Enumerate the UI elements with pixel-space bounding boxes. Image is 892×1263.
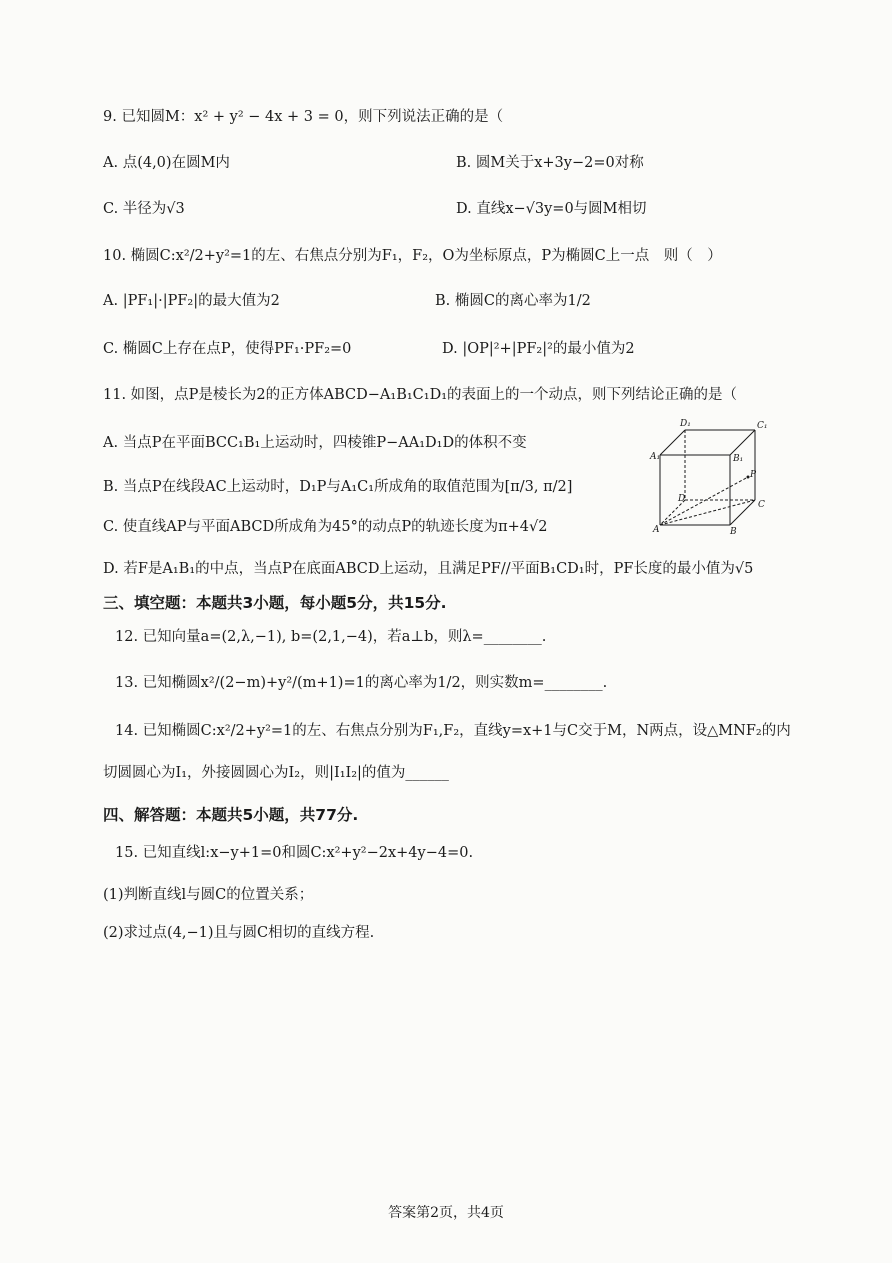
cube-label-b1: B₁ <box>733 454 744 464</box>
q11-option-a: A. 当点P在平面BCC₁B₁上运动时，四棱锥P−AA₁D₁D的体积不变 <box>103 435 527 451</box>
q11-stem: 11. 如图，点P是棱长为2的正方体ABCD−A₁B₁C₁D₁的表面上的一个动点，则下列结论正确的是（ <box>103 387 738 403</box>
section-fill-in-heading: 三、填空题：本题共3小题，每小题5分，共15分. <box>103 594 447 612</box>
q11-option-b: B. 当点P在线段AC上运动时，D₁P与A₁C₁所成角的取值范围为[π/3, π/2] <box>103 479 573 495</box>
q11-option-d: D. 若F是A₁B₁的中点，当点P在底面ABCD上运动，且满足PF//平面B₁CD₁时，PF长度的最小值为√5 <box>103 561 754 577</box>
q9-option-b: B. 圆M关于x+3y−2=0对称 <box>456 155 644 171</box>
q13-stem: 13. 已知椭圆x²/(2−m)+y²/(m+1)=1的离心率为1/2，则实数m=________. <box>115 675 608 691</box>
q10-option-d: D. |OP|²+|PF₂|²的最小值为2 <box>442 341 635 357</box>
cube-label-a1: A₁ <box>650 452 661 462</box>
q9-stem: 9. 已知圆M：x² + y² − 4x + 3 = 0，则下列说法正确的是（ <box>103 109 504 125</box>
q15-part2: (2)求过点(4,−1)且与圆C相切的直线方程. <box>103 925 375 941</box>
q14-line1: 14. 已知椭圆C:x²/2+y²=1的左、右焦点分别为F₁,F₂，直线y=x+1与C交于M，N两点，设△MNF₂的内 <box>115 723 791 739</box>
q10-option-b: B. 椭圆C的离心率为1/2 <box>435 293 591 309</box>
cube-label-b: B <box>730 527 737 535</box>
cube-label-d: D <box>678 494 686 504</box>
cube-label-c1: C₁ <box>757 421 768 431</box>
page-footer: 答案第2页，共4页 <box>388 1205 504 1221</box>
cube-label-p: P <box>750 470 757 480</box>
cube-label-c: C <box>758 500 765 510</box>
q9-option-d: D. 直线x−√3y=0与圆M相切 <box>456 201 647 217</box>
q10-stem: 10. 椭圆C:x²/2+y²=1的左、右焦点分别为F₁，F₂，O为坐标原点，P为椭圆C上一点 则（ ） <box>103 248 722 264</box>
q10-option-c: C. 椭圆C上存在点P，使得PF₁·PF₂=0 <box>103 341 352 357</box>
q11-option-c: C. 使直线AP与平面ABCD所成角为45°的动点P的轨迹长度为π+4√2 <box>103 519 548 535</box>
q15-stem: 15. 已知直线l:x−y+1=0和圆C:x²+y²−2x+4y−4=0. <box>115 845 474 861</box>
q12-stem: 12. 已知向量a=(2,λ,−1), b=(2,1,−4)，若a⊥b，则λ=________. <box>115 629 547 645</box>
q9-option-c: C. 半径为√3 <box>103 201 185 217</box>
section-answer-heading: 四、解答题：本题共5小题，共77分. <box>103 806 359 824</box>
cube-figure <box>640 415 790 535</box>
q14-line2: 切圆圆心为I₁，外接圆圆心为I₂，则|I₁I₂|的值为______ <box>103 765 449 781</box>
cube-label-d1: D₁ <box>680 419 691 429</box>
q15-part1: (1)判断直线l与圆C的位置关系； <box>103 887 314 903</box>
cube-label-a: A <box>653 525 660 535</box>
q9-option-a: A. 点(4,0)在圆M内 <box>103 155 230 171</box>
q10-option-a: A. |PF₁|·|PF₂|的最大值为2 <box>103 293 280 309</box>
